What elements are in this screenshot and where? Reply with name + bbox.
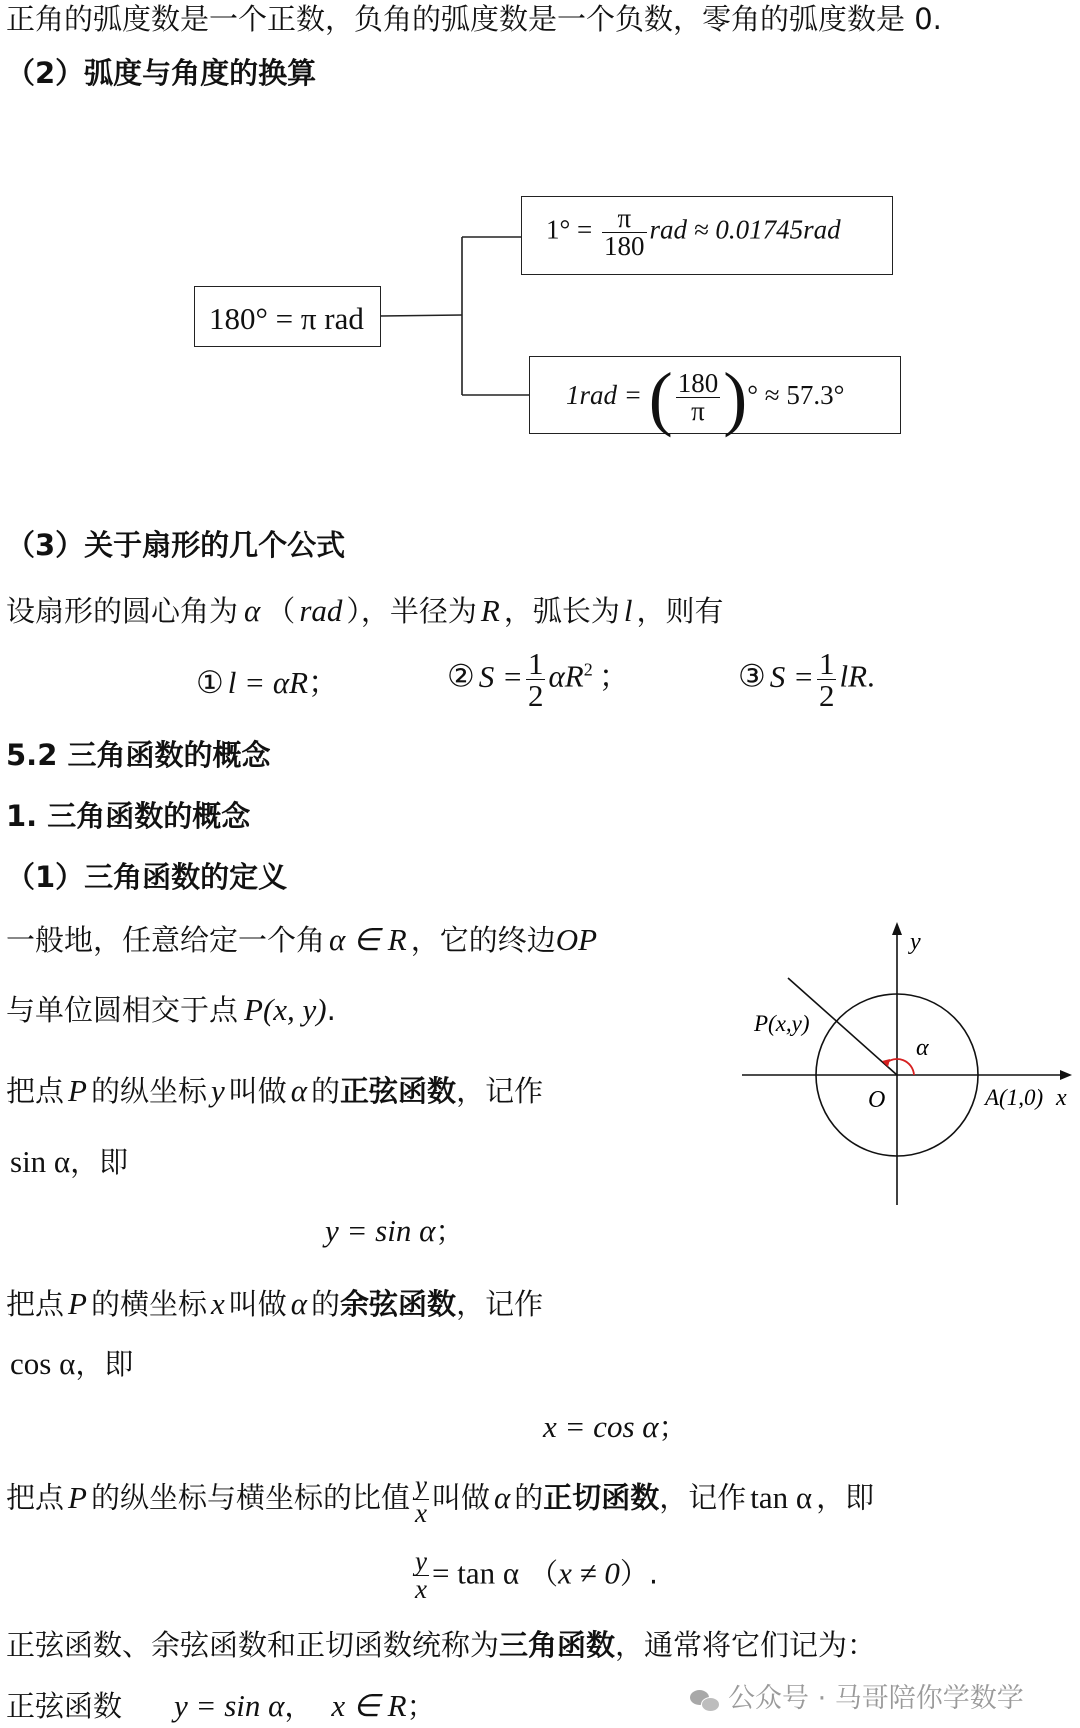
sector-rad: rad — [299, 593, 343, 628]
def-line-2 — [6, 991, 336, 1028]
def-l3b: 的纵坐标 — [90, 1074, 207, 1108]
def-line-5 — [6, 1285, 543, 1322]
eq-tan-fraction — [413, 1548, 429, 1603]
def-l7d: 的 — [514, 1480, 544, 1515]
a-point-label: A(1,0) — [985, 1085, 1044, 1110]
def-l2b: . — [326, 993, 336, 1027]
left-paren: ( — [648, 357, 673, 438]
def-line-7 — [6, 1472, 874, 1527]
def-l7tan: tan α — [750, 1479, 813, 1515]
def-l3e: ，记作 — [456, 1074, 544, 1108]
180-over-pi-fraction — [676, 370, 721, 425]
heading-1: 1. 三角函数的概念 — [6, 799, 251, 833]
def-l10a: 正弦函数 — [6, 1689, 123, 1723]
sector-R: R — [480, 593, 500, 628]
def-line-9 — [6, 1628, 876, 1663]
section-3-heading: （3）关于扇形的几个公式 — [6, 528, 346, 562]
sector-intro-p2: （ — [266, 594, 296, 628]
def-l5bold: 余弦函数 — [340, 1287, 457, 1321]
def-l10b: ， — [284, 1689, 314, 1723]
formula-2-num: 1 — [527, 646, 544, 681]
def-l10d: ； — [406, 1689, 436, 1723]
def-l1b: ，它的终边 — [410, 923, 556, 957]
watermark — [690, 1683, 1024, 1715]
def-line-10 — [6, 1687, 436, 1724]
def-l5e: ，记作 — [456, 1287, 544, 1321]
def-l7c: 叫做 — [431, 1480, 490, 1515]
def-l3d: 的 — [311, 1074, 341, 1108]
eq-sin-end: ； — [435, 1214, 465, 1248]
eq-cos-end: ； — [658, 1410, 688, 1444]
formula-3-den: 2 — [818, 678, 835, 713]
def-l7-fraction — [413, 1472, 429, 1527]
def-l9a: 正弦函数、余弦函数和正切函数统称为 — [6, 1628, 500, 1662]
eq-tan-cond-close: ）. — [619, 1556, 659, 1591]
formula-2-post: αR — [548, 658, 584, 694]
def-l7-den: x — [414, 1498, 427, 1528]
def-line-4 — [6, 1143, 128, 1180]
def-l3bold: 正弦函数 — [340, 1074, 457, 1108]
formula-2-end: ； — [598, 658, 630, 694]
eq-tan-cond: x ≠ 0 — [558, 1555, 620, 1591]
pi-over-180-fraction — [602, 205, 647, 260]
def-l3al: α — [290, 1073, 308, 1108]
one-degree-prefix: 1° = — [546, 214, 593, 245]
formula-2 — [447, 648, 630, 711]
def-l10c: x ∈ R — [331, 1688, 407, 1723]
def-l6m: cos α — [10, 1346, 76, 1381]
def-l3a: 把点 — [6, 1074, 65, 1108]
def-l4b: ，即 — [70, 1145, 129, 1179]
unit-circle-figure — [730, 915, 1080, 1215]
def-l5c: 叫做 — [228, 1287, 287, 1321]
def-l7bold: 正切函数 — [543, 1480, 660, 1515]
def-l3c: 叫做 — [228, 1074, 287, 1108]
one-rad-suffix: ° ≈ 57.3° — [747, 380, 845, 410]
def-l7p: P — [68, 1479, 87, 1515]
x-axis-arrow — [1060, 1070, 1072, 1080]
eq-tan-den: x — [415, 1574, 427, 1604]
def-l3y: y — [210, 1073, 225, 1108]
pi-over-180-num: π — [617, 203, 632, 233]
heading-5-2: 5.2 三角函数的概念 — [6, 738, 271, 772]
def-l7-num: y — [414, 1470, 427, 1500]
def-l7f: ，即 — [816, 1480, 875, 1515]
def-line-1 — [6, 921, 597, 958]
def-l5x: x — [210, 1286, 225, 1321]
one-rad-prefix: 1rad = — [566, 380, 642, 410]
eq-sin — [325, 1212, 464, 1249]
one-degree-suffix: rad ≈ 0.01745rad — [649, 214, 841, 245]
eq-tan-num: y — [415, 1546, 427, 1576]
intro-line: 正角的弧度数是一个正数，负角的弧度数是一个负数，零角的弧度数是 0. — [6, 2, 942, 36]
pi-over-180-den: 180 — [604, 231, 645, 261]
def-l2m: P(x, y) — [244, 992, 327, 1027]
right-paren: ) — [723, 357, 748, 438]
def-l5b: 的横坐标 — [90, 1287, 207, 1321]
def-l7b: 的纵坐标与横坐标的比值 — [90, 1480, 410, 1515]
def-l7al: α — [493, 1479, 511, 1515]
def-l6b: ，即 — [75, 1347, 134, 1381]
eq-cos — [543, 1408, 688, 1445]
formula-2-fraction — [526, 648, 546, 711]
formula-3-pre: S = — [769, 658, 814, 694]
def-l1m: α ∈ R — [329, 922, 407, 957]
sector-intro-p5: ，则有 — [636, 594, 724, 628]
eq-sin-expr: y = sin α — [325, 1213, 436, 1248]
def-l10m: y = sin α — [174, 1688, 285, 1723]
formula-2-label: ② — [447, 658, 475, 694]
def-l7a: 把点 — [6, 1480, 65, 1515]
x-axis-label: x — [1056, 1085, 1067, 1111]
formula-3-fraction — [817, 648, 837, 711]
eq-cos-expr: x = cos α — [543, 1409, 659, 1444]
def-l1a: 一般地，任意给定一个角 — [6, 923, 326, 957]
def-l5p: P — [68, 1286, 87, 1321]
formula-2-pre: S = — [478, 658, 523, 694]
def-l5al: α — [290, 1286, 308, 1321]
sector-intro-p4: ，弧长为 — [503, 594, 620, 628]
def-l9b: ，通常将它们记为： — [615, 1628, 877, 1662]
formula-3 — [738, 648, 875, 711]
def-l9bold: 三角函数 — [499, 1628, 616, 1662]
y-axis-arrow — [892, 922, 902, 935]
formula-2-sup: 2 — [583, 659, 593, 680]
origin-label: O — [868, 1087, 886, 1113]
def-line-6 — [6, 1345, 133, 1382]
sector-intro — [6, 592, 724, 629]
def-l4m: sin α — [10, 1144, 71, 1179]
def-l7e: ，记作 — [659, 1480, 747, 1515]
box-180-pi-text: 180° = π rad — [209, 301, 364, 336]
eq-tan-expr: = tan α — [431, 1555, 520, 1591]
def-line-3 — [6, 1072, 543, 1109]
eq-tan-cond-open: （ — [529, 1556, 559, 1591]
sector-alpha: α — [244, 593, 261, 628]
wechat-icon — [690, 1688, 720, 1712]
watermark-text: 公众号 · 马哥陪你学数学 — [728, 1683, 1024, 1714]
y-axis-label: y — [910, 929, 921, 955]
formula-1-label: ① — [196, 665, 224, 700]
def-l5d: 的 — [311, 1287, 341, 1321]
eq-tan — [410, 1548, 658, 1603]
def-l5a: 把点 — [6, 1287, 65, 1321]
sector-intro-p3: ），半径为 — [346, 594, 477, 628]
box-180-pi — [194, 286, 381, 347]
formula-3-label: ③ — [738, 658, 766, 694]
180-over-pi-num: 180 — [677, 368, 719, 399]
formula-3-end: . — [867, 658, 875, 694]
formula-1 — [196, 664, 339, 701]
box-one-rad — [529, 356, 901, 438]
p-point-label: P(x,y) — [754, 1011, 810, 1036]
formula-3-num: 1 — [818, 646, 835, 681]
def-l2a: 与单位圆相交于点 — [6, 993, 239, 1027]
def-l3p: P — [68, 1073, 87, 1108]
sector-intro-p1: 设扇形的圆心角为 — [6, 594, 239, 628]
section-2-heading: （2）弧度与角度的换算 — [6, 56, 317, 90]
heading-1-1: （1）三角函数的定义 — [6, 860, 288, 894]
alpha-label: α — [916, 1035, 929, 1061]
formula-1-end: ； — [308, 665, 340, 700]
180-over-pi-den: π — [676, 397, 721, 425]
box-one-degree — [521, 196, 893, 275]
formula-1-expr: l = αR — [227, 665, 309, 700]
formula-2-den: 2 — [527, 678, 544, 713]
formula-3-post: lR — [839, 658, 868, 694]
def-l1op: OP — [555, 922, 598, 957]
sector-l: l — [623, 593, 633, 628]
